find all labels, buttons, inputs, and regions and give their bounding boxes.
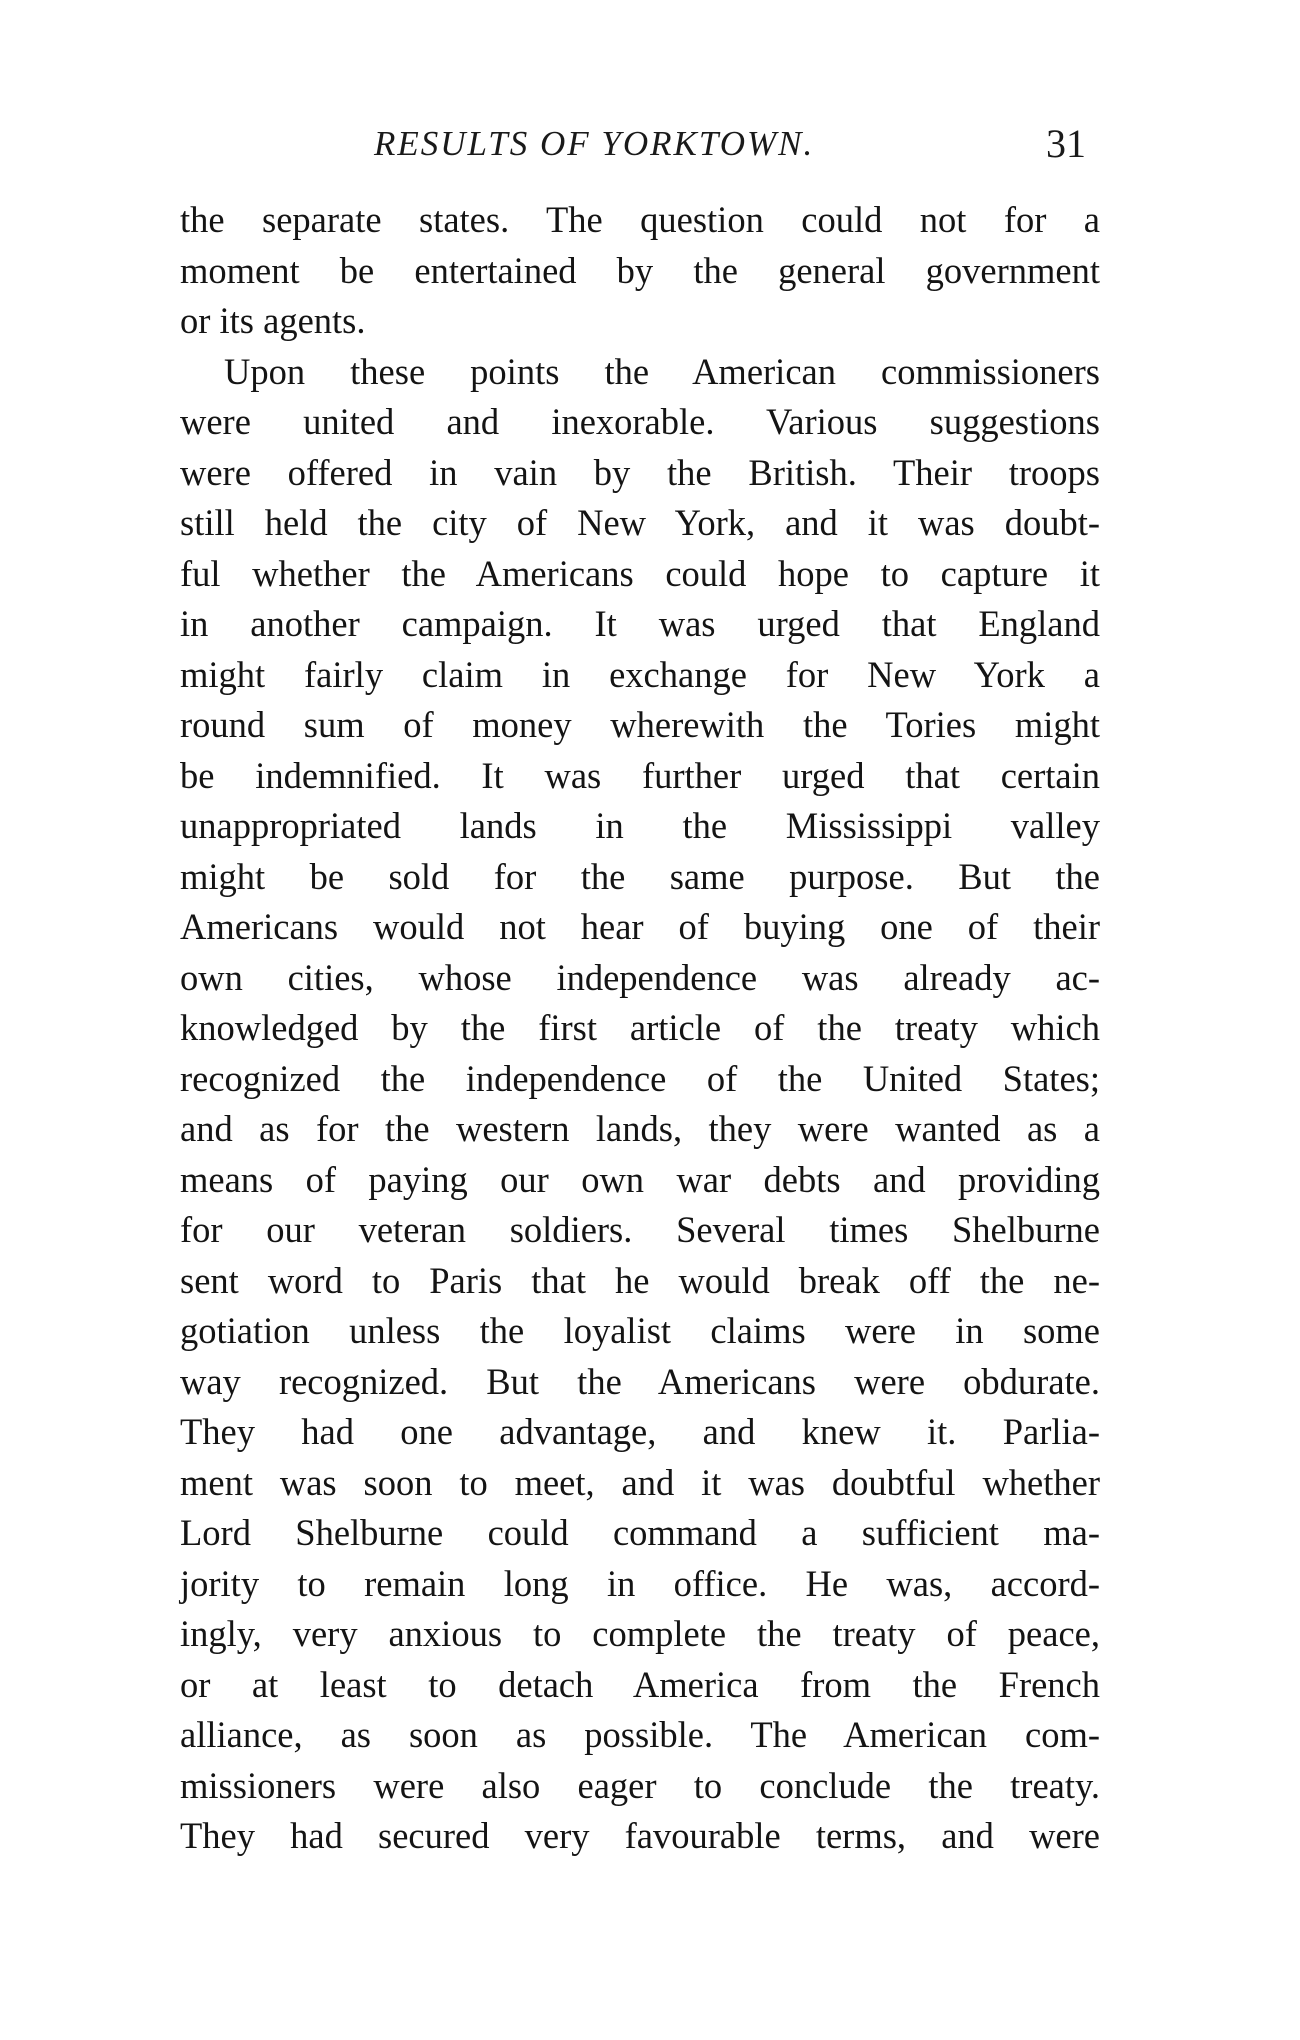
text-line: jority to remain long in office. He was, accord- <box>180 1562 1100 1604</box>
text-line: or its agents. <box>180 300 366 341</box>
text-line: or at least to detach America from the French <box>180 1663 1100 1705</box>
text-line: gotiation unless the loyalist claims were in some <box>180 1310 1100 1351</box>
text-line: were offered in vain by the British. Their troops <box>180 451 1100 493</box>
text-line: missioners were also eager to conclude the treaty. <box>180 1764 1100 1806</box>
text-line: Upon these points the American commissioners <box>224 350 1100 392</box>
text-line: knowledged by the first article of the treaty which <box>180 1007 1100 1048</box>
text-line: ment was soon to meet, and it was doubtful whether <box>180 1461 1100 1503</box>
running-title: RESULTS OF YORKTOWN. <box>374 124 815 163</box>
text-line: were united and inexorable. Various suggestions <box>180 401 1100 442</box>
text-line: sent word to Paris that he would break off the ne- <box>180 1259 1100 1301</box>
text-line: way recognized. But the Americans were obdurate. <box>180 1360 1100 1402</box>
text-line: round sum of money wherewith the Tories might <box>180 704 1100 745</box>
text-line: means of paying our own war debts and providing <box>180 1158 1100 1200</box>
text-line: and as for the western lands, they were wanted as a <box>180 1108 1100 1149</box>
text-line: Lord Shelburne could command a sufficient ma- <box>180 1512 1100 1553</box>
text-line: unappropriated lands in the Mississippi valley <box>180 805 1100 846</box>
body-text <box>180 195 1100 1862</box>
text-line: They had secured very favourable terms, and were <box>180 1815 1100 1856</box>
text-line: They had one advantage, and knew it. Parlia- <box>180 1411 1100 1452</box>
text-line: moment be entertained by the general government <box>180 249 1100 291</box>
running-head <box>180 118 1100 178</box>
text-line: alliance, as soon as possible. The American com- <box>180 1714 1100 1755</box>
text-line: ingly, very anxious to complete the treaty of peace, <box>180 1613 1100 1654</box>
text-line: own cities, whose independence was already ac- <box>180 956 1100 998</box>
text-line: Americans would not hear of buying one of their <box>180 906 1100 947</box>
text-line: in another campaign. It was urged that England <box>180 603 1100 644</box>
text-line: be indemnified. It was further urged that certain <box>180 754 1100 796</box>
text-line: the separate states. The question could not for a <box>180 199 1100 240</box>
text-line: might fairly claim in exchange for New York a <box>180 653 1100 695</box>
text-line: still held the city of New York, and it was doubt- <box>180 502 1100 543</box>
text-line: might be sold for the same purpose. But the <box>180 855 1100 897</box>
text-line: for our veteran soldiers. Several times Shelburne <box>180 1209 1100 1250</box>
page-number: 31 <box>1046 121 1086 166</box>
text-line: ful whether the Americans could hope to capture it <box>180 552 1100 594</box>
text-line: recognized the independence of the United States; <box>180 1057 1100 1099</box>
